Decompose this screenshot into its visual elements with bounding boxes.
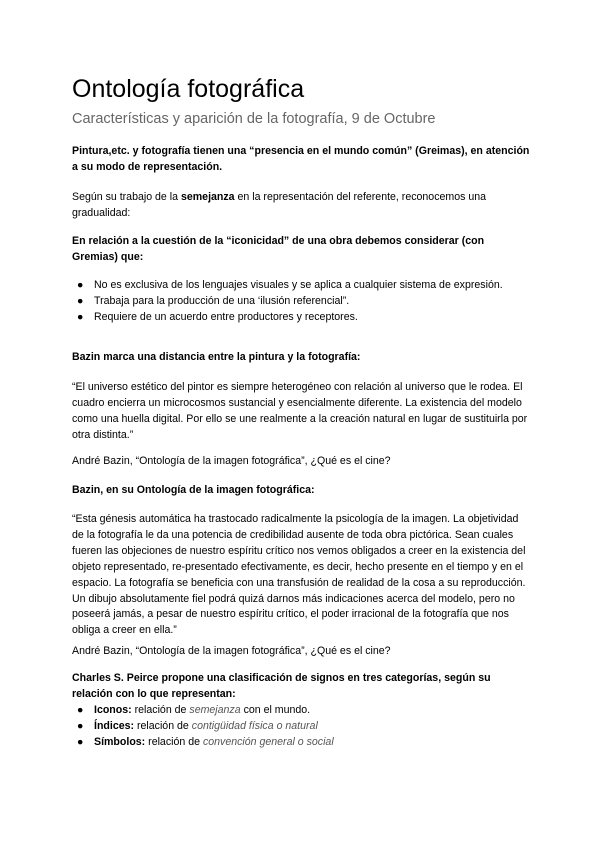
sign-text: relación de (134, 719, 192, 732)
page-subtitle: Características y aparición de la fotografía, 9 de Octubre (72, 111, 436, 127)
semejanza-bold: semejanza (180, 191, 235, 203)
bazin-quote-2: “Esta génesis automática ha trastocado radicalmente la psicología de la imagen. La objetividad de la fotografía le da una potencia de credibilidad ausente de toda obra pictórica. Sean cuales fueren las objeciones de nuestro espíritu crítico nos vemos obligados a creer en la existencia del objeto representado, re-presentado efectivamente, es decir, hecho presente en el tiempo y en el espacio. La fotografía se beneficia con una transfusión de realidad de la cosa a su reproducción. Un dibujo absolutamente fiel podrá quizá darnos más indicaciones acerca del modelo, pero no poseerá jamás, a pesar de nuestro espíritu crítico, el poder irracional de la fotografía que nos obliga a creer en ella.” (72, 513, 526, 637)
list-item (72, 735, 532, 751)
iconicidad-heading: En relación a la cuestión de la “iconicidad” de una obra debemos considerar (con Gremias) que: (72, 235, 485, 263)
semejanza-paragraph (72, 190, 532, 222)
sign-text: relación de (145, 735, 203, 748)
peirce-heading: Charles S. Peirce propone una clasificación de signos en tres categorías, según su relación con lo que representan: (72, 672, 491, 700)
sign-term: Símbolos: (94, 735, 146, 748)
list-item (72, 278, 532, 294)
page-title: Ontología fotográfica (72, 75, 305, 103)
list-item-text: No es exclusiva de los lenguajes visuales y se aplica a cualquier sistema de expresión. (94, 279, 503, 291)
bullet-icon: ● (77, 704, 84, 716)
list-item (72, 294, 532, 310)
list-item (72, 310, 532, 326)
semejanza-text-after: en la representación del referente, reconocemos una gradualidad: (72, 191, 487, 219)
semejanza-text-before: Según su trabajo de la (72, 191, 181, 203)
list-item (72, 703, 532, 719)
sign-after: con el mundo. (240, 704, 311, 716)
sign-relation: semejanza (189, 704, 241, 716)
bullet-icon: ● (77, 294, 84, 307)
bazin-citation-2: André Bazin, “Ontología de la imagen fotográfica”, ¿Qué es el cine? (72, 645, 391, 657)
list-item-text: Requiere de un acuerdo entre productores y receptores. (94, 310, 358, 323)
bullet-icon: ● (77, 719, 84, 732)
sign-text: relación de (131, 704, 190, 716)
list-item-text: Trabaja para la producción de una ‘ilusión referencial”. (94, 294, 350, 307)
intro-paragraph: Pintura,etc. y fotografía tienen una “presencia en el mundo común” (Greimas), en atención a su modo de representación. (72, 145, 530, 173)
bullet-icon: ● (77, 310, 84, 323)
sign-term: Índices: (94, 719, 135, 732)
bullet-icon: ● (77, 735, 84, 748)
list-item (72, 719, 532, 735)
sign-relation: convención general o social (202, 735, 334, 748)
bullet-icon: ● (77, 279, 84, 291)
peirce-list (72, 703, 532, 751)
sign-term: Iconos: (94, 704, 132, 716)
sign-relation: contigüidad física o natural (191, 719, 318, 732)
bazin-ontologia-heading: Bazin, en su Ontología de la imagen fotográfica: (72, 484, 315, 496)
bazin-quote-1: “El universo estético del pintor es siempre heterogéneo con relación al universo que le rodea. El cuadro encierra un microcosmos sustancial y esencialmente diferente. La existencia del modelo como una huella digital. Por ello se une realmente a la creación natural en lugar de sustituirla por otra distinta.” (72, 381, 528, 441)
bazin-citation-1: André Bazin, “Ontología de la imagen fotográfica”, ¿Qué es el cine? (72, 455, 391, 467)
bazin-distance-heading: Bazin marca una distancia entre la pintura y la fotografía: (72, 351, 361, 363)
iconicidad-list (72, 278, 532, 326)
